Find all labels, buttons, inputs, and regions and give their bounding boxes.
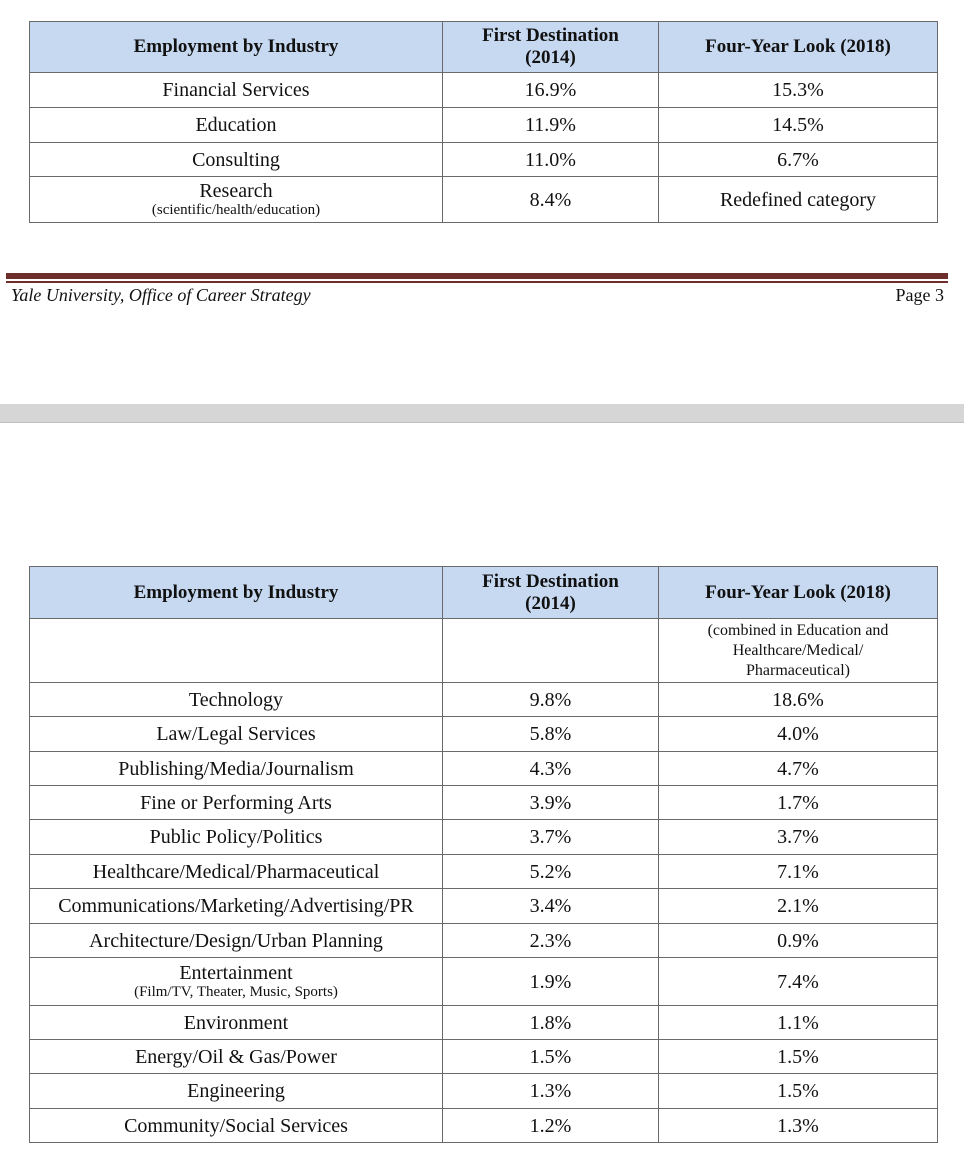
industry-cell: Architecture/Design/Urban Planning — [30, 924, 443, 958]
combined-note: (combined in Education and Healthcare/Medical/ Pharmaceutical) — [707, 621, 889, 679]
table-row — [30, 177, 938, 223]
page-separator — [0, 404, 964, 423]
four-year-cell: 3.7% — [659, 820, 938, 855]
header-industry: Employment by Industry — [30, 567, 443, 619]
four-year-cell: 4.0% — [659, 717, 938, 752]
footer-rule-thick — [6, 273, 948, 279]
first-destination-cell: 4.3% — [443, 752, 659, 786]
first-destination-cell: 3.9% — [443, 786, 659, 820]
industry-cell: Engineering — [30, 1074, 443, 1109]
four-year-cell: 15.3% — [659, 73, 938, 108]
first-destination-cell: 11.0% — [443, 143, 659, 177]
footer-page-number: Page 3 — [895, 285, 944, 305]
note-cell — [659, 619, 938, 683]
industry-cell: Law/Legal Services — [30, 717, 443, 752]
industry-cell: Education — [30, 108, 443, 143]
four-year-cell: 18.6% — [659, 683, 938, 717]
four-year-cell: 1.5% — [659, 1040, 938, 1074]
table-row — [30, 958, 938, 1006]
four-year-cell: 2.1% — [659, 889, 938, 924]
industry-cell: Communications/Marketing/Advertising/PR — [30, 889, 443, 924]
table-row — [30, 924, 938, 958]
industry-cell: Consulting — [30, 143, 443, 177]
industry-cell — [30, 958, 443, 1006]
four-year-cell: 1.5% — [659, 1074, 938, 1109]
four-year-cell: 7.1% — [659, 855, 938, 889]
first-destination-cell: 5.2% — [443, 855, 659, 889]
table-row — [30, 683, 938, 717]
industry-cell: Energy/Oil & Gas/Power — [30, 1040, 443, 1074]
four-year-cell: 4.7% — [659, 752, 938, 786]
first-destination-cell: 1.2% — [443, 1109, 659, 1143]
note-row — [30, 619, 938, 683]
first-destination-cell: 9.8% — [443, 683, 659, 717]
industry-label: Research — [199, 180, 273, 202]
industry-cell: Environment — [30, 1006, 443, 1040]
industry-cell: Financial Services — [30, 73, 443, 108]
first-destination-cell: 3.4% — [443, 889, 659, 924]
first-destination-cell: 1.9% — [443, 958, 659, 1006]
table-row — [30, 752, 938, 786]
table-row — [30, 108, 938, 143]
first-destination-cell: 11.9% — [443, 108, 659, 143]
industry-table-top — [29, 21, 938, 223]
industry-cell: Healthcare/Medical/Pharmaceutical — [30, 855, 443, 889]
industry-cell: Fine or Performing Arts — [30, 786, 443, 820]
industry-cell — [30, 177, 443, 223]
table-row — [30, 786, 938, 820]
table-row — [30, 855, 938, 889]
header-first-destination: First Destination (2014) — [443, 567, 659, 619]
table-row — [30, 889, 938, 924]
industry-cell: Technology — [30, 683, 443, 717]
industry-table-bottom — [29, 566, 938, 1143]
first-destination-cell: 2.3% — [443, 924, 659, 958]
four-year-cell: 1.1% — [659, 1006, 938, 1040]
header-four-year: Four-Year Look (2018) — [659, 567, 938, 619]
four-year-cell: 1.3% — [659, 1109, 938, 1143]
table-row — [30, 717, 938, 752]
first-destination-cell: 16.9% — [443, 73, 659, 108]
four-year-cell: Redefined category — [659, 177, 938, 223]
first-destination-cell: 5.8% — [443, 717, 659, 752]
first-destination-cell: 3.7% — [443, 820, 659, 855]
table-header-row — [30, 22, 938, 73]
first-destination-cell: 8.4% — [443, 177, 659, 223]
table-row — [30, 1006, 938, 1040]
industry-cell: Publishing/Media/Journalism — [30, 752, 443, 786]
table-row — [30, 820, 938, 855]
first-destination-cell: 1.5% — [443, 1040, 659, 1074]
four-year-cell: 6.7% — [659, 143, 938, 177]
table-row — [30, 73, 938, 108]
four-year-cell: 0.9% — [659, 924, 938, 958]
four-year-cell: 7.4% — [659, 958, 938, 1006]
first-destination-cell: 1.3% — [443, 1074, 659, 1109]
table-row — [30, 1074, 938, 1109]
industry-sublabel: (Film/TV, Theater, Music, Sports) — [134, 984, 338, 1000]
industry-cell: Public Policy/Politics — [30, 820, 443, 855]
industry-cell: Community/Social Services — [30, 1109, 443, 1143]
footer-organization: Yale University, Office of Career Strategy — [11, 285, 311, 305]
empty-cell — [443, 619, 659, 683]
header-industry: Employment by Industry — [30, 22, 443, 73]
four-year-cell: 14.5% — [659, 108, 938, 143]
first-destination-cell: 1.8% — [443, 1006, 659, 1040]
header-first-destination: First Destination (2014) — [443, 22, 659, 73]
four-year-cell: 1.7% — [659, 786, 938, 820]
empty-cell — [30, 619, 443, 683]
table-row — [30, 143, 938, 177]
table-header-row — [30, 567, 938, 619]
header-four-year: Four-Year Look (2018) — [659, 22, 938, 73]
table-row — [30, 1109, 938, 1143]
industry-sublabel: (scientific/health/education) — [151, 202, 321, 218]
industry-label: Entertainment — [179, 962, 293, 984]
table-row — [30, 1040, 938, 1074]
